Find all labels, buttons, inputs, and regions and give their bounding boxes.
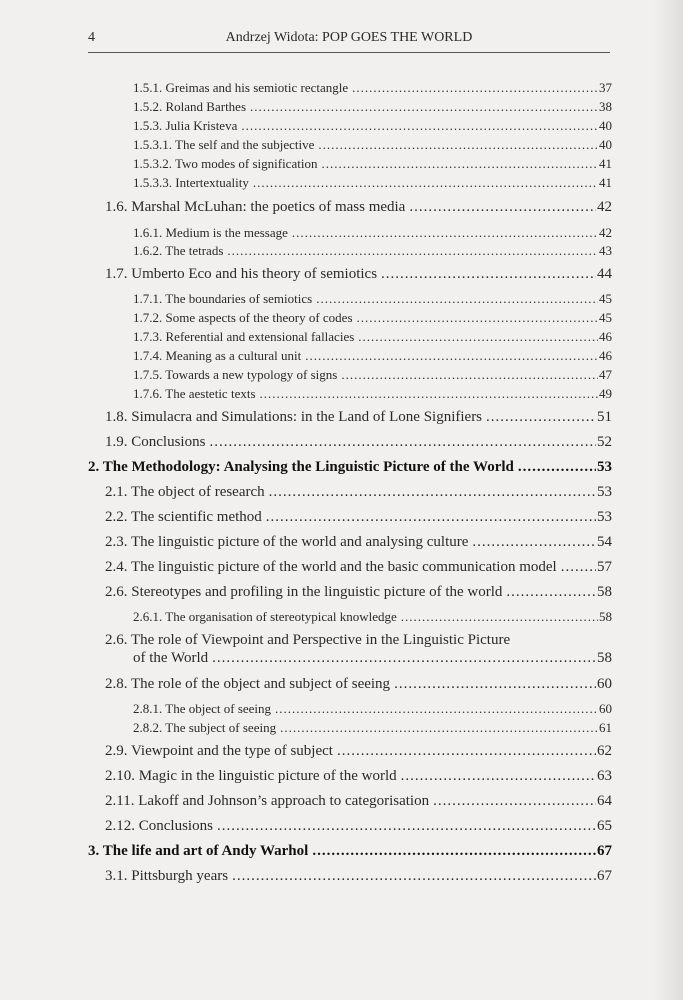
- dot-leader: [318, 137, 598, 153]
- dot-leader: [212, 650, 596, 667]
- dot-leader: [232, 868, 596, 885]
- toc-entry-title: 1.7.6. The aestetic texts: [133, 386, 256, 401]
- toc-entry-page: 67: [597, 843, 612, 859]
- toc-entry-page: 58: [597, 650, 612, 666]
- dot-leader: [518, 459, 596, 476]
- toc-entry: [105, 409, 612, 426]
- toc-entry: [133, 175, 612, 191]
- page-edge-shadow: [653, 0, 683, 1000]
- toc-entry-title: 1.5.2. Roland Barthes: [133, 99, 247, 114]
- toc-entry-title: 1.5.3.2. Two modes of signification: [133, 156, 318, 171]
- toc-entry-page: 58: [597, 584, 612, 600]
- dot-leader: [561, 559, 596, 576]
- toc-entry-title: 2.12. Conclusions: [105, 818, 213, 834]
- toc-entry-title: 2.2. The scientific method: [105, 509, 262, 525]
- dot-leader: [381, 266, 596, 283]
- dot-leader: [401, 768, 596, 785]
- toc-entry: [133, 650, 612, 667]
- header-rule: [88, 52, 610, 53]
- toc-entry-title: 2.6. Stereotypes and profiling in the linguistic picture of the world: [105, 584, 503, 600]
- toc-entry-title: 1.7.4. Meaning as a cultural unit: [133, 348, 302, 363]
- dot-leader: [486, 409, 596, 426]
- toc-entry-page: 37: [599, 80, 612, 95]
- dot-leader: [241, 118, 598, 134]
- toc-entry: [133, 80, 612, 96]
- toc-entry: [105, 484, 612, 501]
- toc-entry-page: 62: [597, 743, 612, 759]
- toc-entry-title: 1.5.1. Greimas and his semiotic rectangle: [133, 80, 349, 95]
- toc-entry-title: 2.8. The role of the object and subject of seeing: [105, 676, 391, 692]
- dot-leader: [260, 386, 598, 402]
- dot-leader: [227, 243, 598, 259]
- toc-entry-page: 52: [597, 434, 612, 450]
- toc-entry-page: 40: [599, 118, 612, 133]
- toc-entry-page: 61: [599, 720, 612, 735]
- dot-leader: [305, 348, 598, 364]
- dot-leader: [409, 199, 596, 216]
- toc-entry-title: 1.7.5. Towards a new typology of signs: [133, 367, 338, 382]
- toc-entry-title: 1.8. Simulacra and Simulations: in the Land of Lone Signifiers: [105, 409, 483, 425]
- dot-leader: [401, 609, 598, 625]
- toc-entry: [105, 868, 612, 885]
- toc-entry-page: 45: [599, 310, 612, 325]
- toc-entry-title: 2.6. The role of Viewpoint and Perspective in the Linguistic Picture: [105, 632, 511, 648]
- toc-entry-page: 42: [599, 225, 612, 240]
- toc-entry-page: 53: [597, 484, 612, 500]
- toc-entry-page: 51: [597, 409, 612, 425]
- running-head: Andrzej Widota: POP GOES THE WORLD: [225, 30, 473, 45]
- dot-leader: [358, 329, 598, 345]
- toc-entry-page: 53: [597, 459, 612, 475]
- toc-entry: [133, 156, 612, 172]
- toc-entry-title: 1.5.3.3. Intertextuality: [133, 175, 249, 190]
- toc-entry: [133, 310, 612, 326]
- toc-entry-title: 1.9. Conclusions: [105, 434, 206, 450]
- toc-entry-title: 2.8.2. The subject of seeing: [133, 720, 277, 735]
- toc-entry: [105, 559, 612, 576]
- dot-leader: [266, 509, 596, 526]
- toc-entry-title: 1.7.3. Referential and extensional fallacies: [133, 329, 355, 344]
- toc-entry-title: of the World: [133, 650, 209, 666]
- dot-leader: [275, 701, 598, 717]
- toc-entry-title: 2.10. Magic in the linguistic picture of the world: [105, 768, 397, 784]
- dot-leader: [394, 676, 596, 693]
- toc-entry: [105, 509, 612, 526]
- page-number: 4: [88, 30, 95, 45]
- toc-entry: [105, 676, 612, 693]
- toc-entry-title: 1.7. Umberto Eco and his theory of semiotics: [105, 266, 378, 282]
- toc-entry-title: 1.5.3.1. The self and the subjective: [133, 137, 315, 152]
- toc-entry: [105, 743, 612, 760]
- toc-entry-page: 67: [597, 868, 612, 884]
- toc-entry-page: 60: [599, 701, 612, 716]
- toc-entry-page: 58: [599, 609, 612, 624]
- toc-entry: [133, 329, 612, 345]
- toc-entry-page: 54: [597, 534, 612, 550]
- toc-entry: [133, 137, 612, 153]
- toc-entry-page: 49: [599, 386, 612, 401]
- toc-entry: [105, 434, 612, 451]
- toc-entry-title: 2. The Methodology: Analysing the Linguistic Picture of the World: [88, 459, 514, 475]
- dot-leader: [337, 743, 596, 760]
- toc-entry: [105, 199, 612, 216]
- toc-entry-page: 53: [597, 509, 612, 525]
- dot-leader: [321, 156, 598, 172]
- toc-entry-title: 1.5.3. Julia Kristeva: [133, 118, 238, 133]
- toc-entry-page: 44: [597, 266, 612, 282]
- toc-entry-title: 2.11. Lakoff and Johnson’s approach to categorisation: [105, 793, 430, 809]
- toc-entry: [105, 266, 612, 283]
- toc-entry: [105, 818, 612, 835]
- toc-entry-title: 3.1. Pittsburgh years: [105, 868, 229, 884]
- toc-entry: [105, 793, 612, 810]
- dot-leader: [209, 434, 596, 451]
- toc-entry: [133, 348, 612, 364]
- toc-entry-page: 46: [599, 348, 612, 363]
- toc-entry-page: 41: [599, 175, 612, 190]
- toc-entry-title: 1.7.1. The boundaries of semiotics: [133, 291, 313, 306]
- toc-entry: [133, 386, 612, 402]
- toc-entry: [133, 99, 612, 115]
- dot-leader: [352, 80, 598, 96]
- toc-entry-page: 40: [599, 137, 612, 152]
- toc-entry-title: 2.8.1. The object of seeing: [133, 701, 272, 716]
- toc-entry: [133, 225, 612, 241]
- toc-entry-title: 1.7.2. Some aspects of the theory of codes: [133, 310, 353, 325]
- toc-entry-title: 2.1. The object of research: [105, 484, 265, 500]
- toc-entry-title: 1.6.1. Medium is the message: [133, 225, 288, 240]
- toc-entry: [105, 534, 612, 551]
- toc-entry-title: 2.6.1. The organisation of stereotypical knowledge: [133, 609, 397, 624]
- toc-entry-page: 47: [599, 367, 612, 382]
- dot-leader: [280, 720, 598, 736]
- toc-entry-title: 1.6. Marshal McLuhan: the poetics of mass media: [105, 199, 406, 215]
- dot-leader: [472, 534, 596, 551]
- toc-entry-page: 60: [597, 676, 612, 692]
- toc-entry-page: 63: [597, 768, 612, 784]
- toc-entry-title: 3. The life and art of Andy Warhol: [88, 843, 309, 859]
- toc-entry-page: 64: [597, 793, 612, 809]
- toc-entry: [133, 243, 612, 259]
- toc-entry: [88, 459, 612, 476]
- dot-leader: [316, 291, 598, 307]
- toc-entry-title: 2.9. Viewpoint and the type of subject: [105, 743, 333, 759]
- toc-entry-page: 57: [597, 559, 612, 575]
- toc-entry-title: 2.4. The linguistic picture of the world and the basic communication model: [105, 559, 557, 575]
- toc-entry: [105, 584, 612, 601]
- dot-leader: [250, 99, 598, 115]
- dot-leader: [506, 584, 596, 601]
- toc-entry-title: 1.6.2. The tetrads: [133, 243, 224, 258]
- toc-entry-title: 2.3. The linguistic picture of the world and analysing culture: [105, 534, 469, 550]
- toc-entry: [133, 701, 612, 717]
- dot-leader: [253, 175, 598, 191]
- dot-leader: [269, 484, 596, 501]
- toc-entry-page: 65: [597, 818, 612, 834]
- toc-entry: [105, 768, 612, 785]
- dot-leader: [312, 843, 596, 860]
- toc-entry: [133, 118, 612, 134]
- dot-leader: [341, 367, 598, 383]
- toc-entry-page: 42: [597, 199, 612, 215]
- toc-entry-page: 41: [599, 156, 612, 171]
- dot-leader: [292, 225, 598, 241]
- toc-entry-page: 46: [599, 329, 612, 344]
- toc-entry-page: 45: [599, 291, 612, 306]
- toc-entry-page: 38: [599, 99, 612, 114]
- toc-entry: [133, 367, 612, 383]
- toc-entry: [88, 843, 612, 860]
- dot-leader: [217, 818, 596, 835]
- toc-entry: [133, 291, 612, 307]
- toc-entry: [133, 609, 612, 625]
- toc-entry-page: 43: [599, 243, 612, 258]
- toc-entry: [133, 720, 612, 736]
- dot-leader: [433, 793, 596, 810]
- dot-leader: [357, 310, 598, 326]
